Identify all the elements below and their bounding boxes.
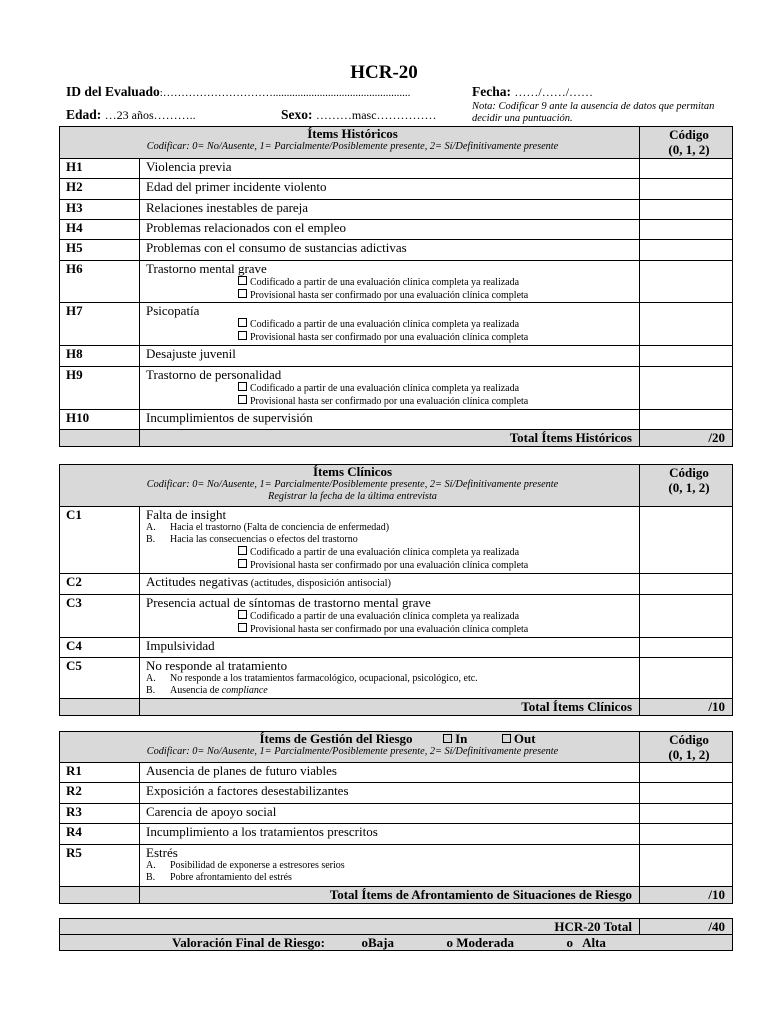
item-text: Problemas relacionados con el empleo bbox=[140, 220, 640, 240]
option-label: Provisional hasta ser confirmado por una evaluación clínica completa bbox=[250, 332, 529, 343]
item-id: R1 bbox=[60, 763, 140, 783]
item-extra: (actitudes, disposición antisocial) bbox=[248, 578, 392, 589]
item-id: C5 bbox=[60, 658, 140, 699]
option-alta[interactable]: o Alta bbox=[566, 935, 606, 950]
item-text: Edad del primer incidente violento bbox=[140, 179, 640, 200]
item-id: H1 bbox=[60, 159, 140, 179]
item-text-with-options bbox=[140, 367, 640, 410]
total-riesgo-value[interactable]: /10 bbox=[640, 887, 733, 904]
option-codificado[interactable] bbox=[146, 276, 639, 289]
in-option[interactable] bbox=[443, 731, 467, 746]
score-cell[interactable] bbox=[640, 303, 733, 346]
option-baja[interactable]: oBaja bbox=[361, 935, 394, 950]
riesgo-heading: Ítems de Gestión del Riesgo bbox=[259, 731, 413, 746]
checkbox-icon[interactable] bbox=[238, 610, 247, 619]
historicos-header bbox=[60, 127, 640, 159]
item-text: Incumplimiento a los tratamientos prescritos bbox=[140, 824, 640, 845]
option-label: Codificado a partir de una evaluación clínica completa ya realizada bbox=[250, 277, 520, 288]
historicos-table bbox=[59, 126, 733, 447]
checkbox-icon[interactable] bbox=[502, 734, 511, 743]
checkbox-icon[interactable] bbox=[238, 623, 247, 632]
total-historicos-value[interactable]: /20 bbox=[640, 430, 733, 447]
codificar-text: Codificar: 0= No/Ausente, 1= Parcialmente/Posiblemente presente, 2= Sí/Definitivamente presente bbox=[146, 746, 559, 757]
option-label: Provisional hasta ser confirmado por una evaluación clínica completa bbox=[250, 290, 529, 301]
score-cell[interactable] bbox=[640, 763, 733, 783]
option-label: Codificado a partir de una evaluación clínica completa ya realizada bbox=[250, 611, 520, 622]
sub-text-italic: compliance bbox=[221, 685, 268, 696]
score-cell[interactable] bbox=[640, 159, 733, 179]
id-evaluado-field[interactable] bbox=[66, 84, 410, 100]
sub-letter: A. bbox=[146, 522, 156, 533]
score-cell[interactable] bbox=[640, 240, 733, 261]
item-text: Exposición a factores desestabilizantes bbox=[140, 783, 640, 804]
sexo-label: Sexo: bbox=[281, 107, 313, 122]
option-provisional[interactable] bbox=[146, 331, 639, 344]
item-text: Carencia de apoyo social bbox=[140, 804, 640, 824]
item-text: Actitudes negativas bbox=[146, 574, 249, 589]
riesgo-table bbox=[59, 731, 733, 904]
option-provisional[interactable] bbox=[146, 395, 639, 408]
option-provisional[interactable] bbox=[146, 623, 639, 636]
codigo-range: (0, 1, 2) bbox=[668, 142, 710, 157]
clinicos-subheading: Registrar la fecha de la última entrevista bbox=[268, 491, 437, 502]
codigo-header bbox=[640, 465, 733, 507]
item-id: H6 bbox=[60, 261, 140, 303]
score-cell[interactable] bbox=[640, 200, 733, 220]
item-text: Trastorno mental grave bbox=[146, 261, 267, 276]
sub-text: Pobre afrontamiento del estrés bbox=[170, 872, 292, 883]
total-blank bbox=[60, 699, 140, 716]
score-cell[interactable] bbox=[640, 824, 733, 845]
score-cell[interactable] bbox=[640, 845, 733, 887]
item-text: Presencia actual de síntomas de trastorno mental grave bbox=[146, 595, 431, 610]
item-id: R4 bbox=[60, 824, 140, 845]
riesgo-header bbox=[60, 732, 640, 763]
fecha-field[interactable] bbox=[472, 84, 593, 100]
checkbox-icon[interactable] bbox=[238, 331, 247, 340]
item-text: Desajuste juvenil bbox=[140, 346, 640, 367]
score-cell[interactable] bbox=[640, 367, 733, 410]
sub-letter: B. bbox=[146, 685, 156, 696]
sexo-field[interactable] bbox=[281, 107, 437, 123]
edad-field[interactable] bbox=[66, 107, 196, 123]
total-blank bbox=[60, 430, 140, 447]
item-id: C3 bbox=[60, 595, 140, 638]
sub-text: Hacia el trastorno (Falta de conciencia de enfermedad) bbox=[170, 522, 390, 533]
codigo-range: (0, 1, 2) bbox=[668, 747, 710, 762]
sub-text: Posibilidad de exponerse a estresores serios bbox=[170, 860, 345, 871]
sub-item-a bbox=[146, 522, 639, 534]
score-cell[interactable] bbox=[640, 638, 733, 658]
item-id: H2 bbox=[60, 179, 140, 200]
id-label: ID del Evaluado bbox=[66, 84, 160, 99]
codigo-header bbox=[640, 127, 733, 159]
codigo-header bbox=[640, 732, 733, 763]
option-codificado[interactable] bbox=[146, 610, 639, 623]
sub-text: Ausencia de bbox=[170, 685, 222, 696]
checkbox-icon[interactable] bbox=[238, 559, 247, 568]
item-text-with-subitems bbox=[140, 658, 640, 699]
clinicos-heading: Ítems Clínicos bbox=[312, 464, 393, 479]
sub-text: No responde a los tratamientos farmacológico, ocupacional, psicológico, etc. bbox=[170, 673, 478, 684]
codificar-text: Codificar: 0= No/Ausente, 1= Parcialmente/Posiblemente presente, 2= Sí/Definitivamente presente bbox=[146, 141, 559, 152]
option-provisional[interactable] bbox=[146, 289, 639, 302]
riesgo-heading-row bbox=[66, 732, 639, 746]
checkbox-icon[interactable] bbox=[238, 289, 247, 298]
item-id: H8 bbox=[60, 346, 140, 367]
item-text: Problemas con el consumo de sustancias adictivas bbox=[140, 240, 640, 261]
item-id: C2 bbox=[60, 574, 140, 595]
hcr20-total-value[interactable]: /40 bbox=[640, 919, 733, 935]
sub-letter: B. bbox=[146, 534, 156, 545]
item-text: Relaciones inestables de pareja bbox=[140, 200, 640, 220]
codigo-range: (0, 1, 2) bbox=[668, 480, 710, 495]
score-cell[interactable] bbox=[640, 658, 733, 699]
sub-item-b bbox=[146, 534, 639, 546]
option-label: Codificado a partir de una evaluación clínica completa ya realizada bbox=[250, 547, 520, 558]
item-id: H7 bbox=[60, 303, 140, 346]
codificar-text: Codificar: 0= No/Ausente, 1= Parcialmente/Posiblemente presente, 2= Sí/Definitivamente presente bbox=[146, 479, 559, 490]
historicos-heading: Ítems Históricos bbox=[307, 126, 398, 141]
item-text-with-options bbox=[140, 261, 640, 303]
option-label: Provisional hasta ser confirmado por una evaluación clínica completa bbox=[250, 560, 529, 571]
total-clinicos-label: Total Ítems Clínicos bbox=[140, 699, 640, 716]
option-label: Provisional hasta ser confirmado por una evaluación clínica completa bbox=[250, 624, 529, 635]
item-text: Estrés bbox=[146, 845, 178, 860]
item-text-row bbox=[140, 574, 640, 595]
score-cell[interactable] bbox=[640, 595, 733, 638]
clinicos-table bbox=[59, 464, 733, 716]
score-cell[interactable] bbox=[640, 220, 733, 240]
score-cell[interactable] bbox=[640, 179, 733, 200]
score-cell[interactable] bbox=[640, 261, 733, 303]
id-value: :………………………….................................................. bbox=[159, 87, 411, 99]
sub-item-b bbox=[146, 872, 639, 884]
total-clinicos-value[interactable]: /10 bbox=[640, 699, 733, 716]
score-cell[interactable] bbox=[640, 804, 733, 824]
item-text-with-subitems bbox=[140, 845, 640, 887]
edad-label: Edad: bbox=[66, 107, 102, 122]
checkbox-icon[interactable] bbox=[238, 318, 247, 327]
item-text: Psicopatía bbox=[146, 303, 200, 318]
sexo-value: ………masc…………… bbox=[315, 108, 437, 122]
option-codificado[interactable] bbox=[146, 318, 639, 331]
item-text: Falta de insight bbox=[146, 507, 227, 522]
sub-item-b bbox=[146, 685, 639, 697]
checkbox-icon[interactable] bbox=[443, 734, 452, 743]
option-moderada[interactable]: o Moderada bbox=[446, 935, 515, 950]
valoracion-label: Valoración Final de Riesgo: bbox=[172, 935, 325, 950]
sub-letter: B. bbox=[146, 872, 156, 883]
item-text: Impulsividad bbox=[140, 638, 640, 658]
sub-letter: A. bbox=[146, 860, 156, 871]
total-blank bbox=[60, 887, 140, 904]
nota: Nota: Codificar 9 ante la ausencia de datos que permitan decidir una puntuación. bbox=[472, 101, 715, 124]
checkbox-icon[interactable] bbox=[238, 395, 247, 404]
option-label: Codificado a partir de una evaluación clínica completa ya realizada bbox=[250, 319, 520, 330]
total-riesgo-label: Total Ítems de Afrontamiento de Situaciones de Riesgo bbox=[140, 887, 640, 904]
codigo-label: Código bbox=[669, 732, 709, 747]
fecha-label: Fecha: bbox=[472, 84, 511, 99]
sub-item-a bbox=[146, 860, 639, 872]
sub-text: Hacia las consecuencias o efectos del trastorno bbox=[170, 534, 358, 545]
option-codificado[interactable] bbox=[146, 546, 639, 559]
hcr20-total-label: HCR-20 Total bbox=[60, 919, 640, 935]
form-title: HCR-20 bbox=[350, 62, 418, 83]
item-text-with-options bbox=[140, 303, 640, 346]
out-option[interactable] bbox=[502, 731, 536, 746]
item-id: H4 bbox=[60, 220, 140, 240]
item-text: Incumplimientos de supervisión bbox=[140, 410, 640, 430]
score-cell[interactable] bbox=[640, 410, 733, 430]
item-text: Violencia previa bbox=[140, 159, 640, 179]
sub-item-a bbox=[146, 673, 639, 685]
item-id: R5 bbox=[60, 845, 140, 887]
in-label: In bbox=[455, 731, 468, 746]
codigo-label: Código bbox=[669, 127, 709, 142]
item-id: R3 bbox=[60, 804, 140, 824]
fecha-value: ……/……/…… bbox=[514, 85, 594, 99]
score-cell[interactable] bbox=[640, 346, 733, 367]
item-text: Ausencia de planes de futuro viables bbox=[140, 763, 640, 783]
item-id: H3 bbox=[60, 200, 140, 220]
item-text-with-options bbox=[140, 507, 640, 574]
item-text: Trastorno de personalidad bbox=[146, 367, 282, 382]
final-table bbox=[59, 918, 733, 951]
valoracion-row bbox=[60, 935, 733, 951]
out-label: Out bbox=[513, 731, 536, 746]
checkbox-icon[interactable] bbox=[238, 382, 247, 391]
score-cell[interactable] bbox=[640, 574, 733, 595]
item-id: H10 bbox=[60, 410, 140, 430]
item-id: H9 bbox=[60, 367, 140, 410]
codigo-label: Código bbox=[669, 465, 709, 480]
clinicos-header bbox=[60, 465, 640, 507]
option-codificado[interactable] bbox=[146, 382, 639, 395]
checkbox-icon[interactable] bbox=[238, 276, 247, 285]
item-id: C1 bbox=[60, 507, 140, 574]
score-cell[interactable] bbox=[640, 507, 733, 574]
edad-value: …23 años……….. bbox=[104, 108, 196, 122]
item-id: R2 bbox=[60, 783, 140, 804]
item-text: No responde al tratamiento bbox=[146, 658, 288, 673]
option-provisional[interactable] bbox=[146, 559, 639, 572]
sub-letter: A. bbox=[146, 673, 156, 684]
option-label: Codificado a partir de una evaluación clínica completa ya realizada bbox=[250, 383, 520, 394]
total-historicos-label: Total Ítems Históricos bbox=[140, 430, 640, 447]
item-id: C4 bbox=[60, 638, 140, 658]
checkbox-icon[interactable] bbox=[238, 546, 247, 555]
score-cell[interactable] bbox=[640, 783, 733, 804]
item-text-with-options bbox=[140, 595, 640, 638]
item-id: H5 bbox=[60, 240, 140, 261]
option-label: Provisional hasta ser confirmado por una evaluación clínica completa bbox=[250, 396, 529, 407]
